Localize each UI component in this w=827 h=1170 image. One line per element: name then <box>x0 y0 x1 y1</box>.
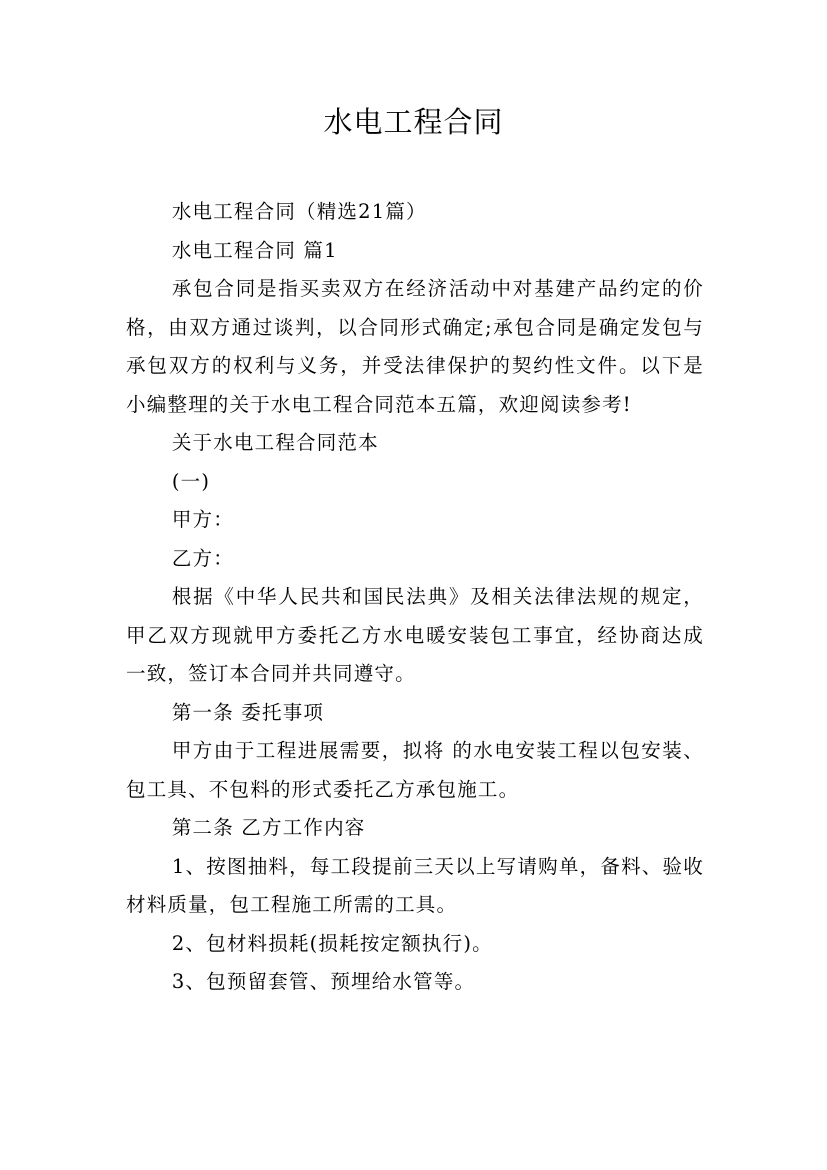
intro-paragraph: 承包合同是指买卖双方在经济活动中对基建产品约定的价格，由双方通过谈判，以合同形式确定;承包合同是确定发包与承包双方的权利与义务，并受法律保护的契约性文件。以下是小编整理的关于水电工程合同范本五篇，欢迎阅读参考! <box>126 277 704 416</box>
subtitle-paragraph: 水电工程合同（精选21篇） <box>171 200 427 223</box>
list-item: 3、包预留套管、预埋给水管等。 <box>171 970 476 993</box>
list-item: 2、包材料损耗(损耗按定额执行)。 <box>171 931 493 955</box>
party-b-line: 乙方： <box>171 546 234 570</box>
article-2-heading: 第二条 乙方工作内容 <box>171 816 366 839</box>
document-body <box>126 193 704 1002</box>
document-title: 水电工程合同 <box>323 105 504 139</box>
preamble-paragraph: 根据《中华人民共和国民法典》及相关法律法规的规定，甲乙双方现就甲方委托乙方水电暖安装包工事宜，经协商达成一致，签订本合同并共同遵守。 <box>126 585 704 685</box>
party-a-line: 甲方： <box>171 508 234 531</box>
article-1-heading: 第一条 委托事项 <box>171 700 325 724</box>
article-1-paragraph: 甲方由于工程进展需要，拟将 的水电安装工程以包安装、包工具、不包料的形式委托乙方承包施工。 <box>126 739 704 801</box>
template-heading: 关于水电工程合同范本 <box>171 431 379 454</box>
list-item: 1、按图抽料，每工段提前三天以上写请购单，备料、验收材料质量，包工程施工所需的工具。 <box>126 854 704 916</box>
section-heading: 水电工程合同 篇1 <box>171 238 338 262</box>
template-number: (一) <box>171 469 211 493</box>
